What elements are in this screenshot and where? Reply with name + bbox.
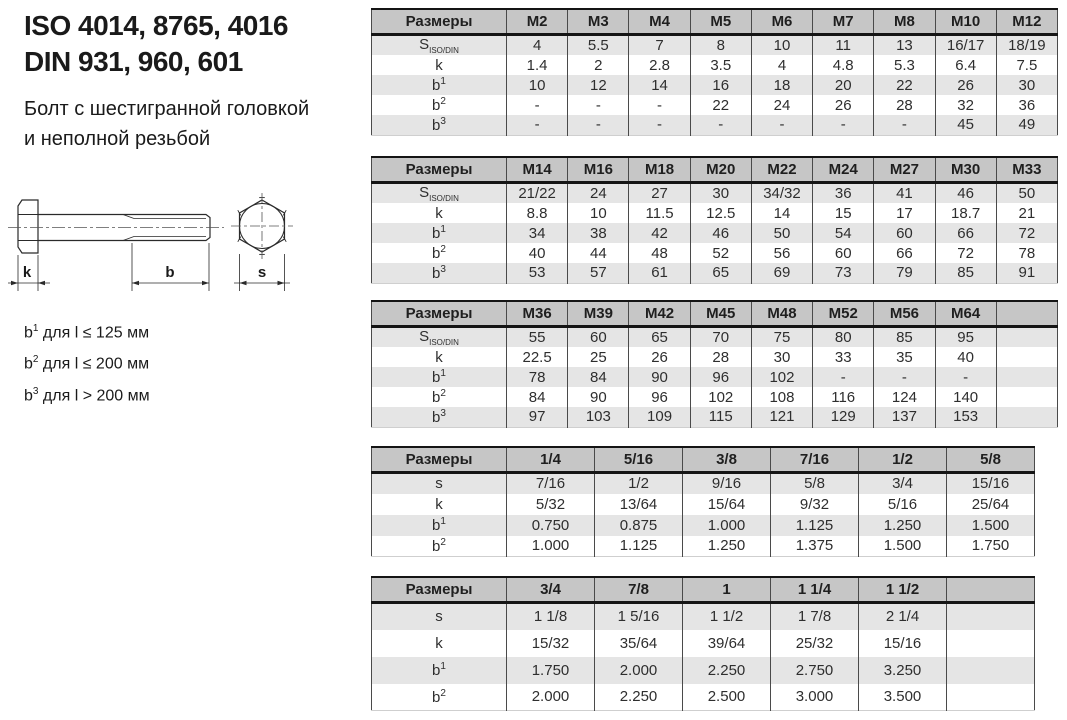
table-cell bbox=[996, 327, 1057, 348]
table-cell: 36 bbox=[813, 183, 874, 204]
column-header: M64 bbox=[935, 301, 996, 327]
column-header: M6 bbox=[751, 9, 812, 35]
column-header: 1 1/4 bbox=[771, 577, 859, 603]
table-cell: 60 bbox=[568, 327, 629, 348]
table-cell: 73 bbox=[813, 263, 874, 283]
table-cell: 103 bbox=[568, 407, 629, 427]
table-cell: 11.5 bbox=[629, 203, 690, 223]
column-header: M10 bbox=[935, 9, 996, 35]
table-row bbox=[372, 657, 1035, 684]
table-row bbox=[372, 183, 1058, 204]
row-label-header: Размеры bbox=[372, 157, 507, 183]
table-cell: 53 bbox=[507, 263, 568, 283]
table-cell: 56 bbox=[751, 243, 812, 263]
column-header: M52 bbox=[813, 301, 874, 327]
page-title bbox=[24, 8, 288, 80]
column-header: 3/4 bbox=[507, 577, 595, 603]
table-cell: 49 bbox=[996, 115, 1057, 135]
row-label-header: Размеры bbox=[372, 301, 507, 327]
table-cell: 1.375 bbox=[771, 536, 859, 557]
column-header: M39 bbox=[568, 301, 629, 327]
table-cell: - bbox=[507, 115, 568, 135]
header-row bbox=[372, 577, 1035, 603]
table-row bbox=[372, 55, 1058, 75]
table-cell: 20 bbox=[813, 75, 874, 95]
table-cell: 96 bbox=[629, 387, 690, 407]
table-cell: - bbox=[568, 115, 629, 135]
table-cell: 21 bbox=[996, 203, 1057, 223]
table-cell: 1.250 bbox=[859, 515, 947, 536]
table-cell: 153 bbox=[935, 407, 996, 427]
row-label-header: Размеры bbox=[372, 9, 507, 35]
table-cell: 9/16 bbox=[683, 473, 771, 494]
table-cell: 1.750 bbox=[947, 536, 1035, 557]
metric-table-m36-m64 bbox=[371, 300, 1058, 428]
metric-table-m14-m33 bbox=[371, 156, 1058, 284]
table-cell: 6.4 bbox=[935, 55, 996, 75]
table-cell: 13 bbox=[874, 35, 935, 56]
table-cell bbox=[996, 367, 1057, 387]
header-row bbox=[372, 157, 1058, 183]
row-label: $b^3$ bbox=[432, 407, 446, 426]
table-cell: 15/16 bbox=[947, 473, 1035, 494]
table-cell bbox=[947, 657, 1035, 684]
table-cell: 30 bbox=[751, 347, 812, 367]
table-cell: - bbox=[568, 95, 629, 115]
column-header: M7 bbox=[813, 9, 874, 35]
table-row bbox=[372, 603, 1035, 630]
table-cell: 8.8 bbox=[507, 203, 568, 223]
column-header: M14 bbox=[507, 157, 568, 183]
footnotes bbox=[24, 315, 150, 409]
table-cell bbox=[947, 684, 1035, 711]
row-label-header: Размеры bbox=[372, 577, 507, 603]
column-header: M16 bbox=[568, 157, 629, 183]
column-header: M4 bbox=[629, 9, 690, 35]
table-cell: 66 bbox=[874, 243, 935, 263]
column-header: 5/16 bbox=[595, 447, 683, 473]
table-cell: 26 bbox=[813, 95, 874, 115]
table-cell: 124 bbox=[874, 387, 935, 407]
table-cell: - bbox=[629, 115, 690, 135]
table-cell: 33 bbox=[813, 347, 874, 367]
table-cell: - bbox=[813, 367, 874, 387]
column-header: M36 bbox=[507, 301, 568, 327]
table-cell: 12.5 bbox=[690, 203, 751, 223]
table-cell: 40 bbox=[507, 243, 568, 263]
table-cell: 1.125 bbox=[595, 536, 683, 557]
subtitle-line-2: и неполной резьбой bbox=[24, 128, 211, 150]
table-cell: 16 bbox=[690, 75, 751, 95]
table-cell: 25/64 bbox=[947, 494, 1035, 515]
table-cell: 13/64 bbox=[595, 494, 683, 515]
table-cell: 14 bbox=[751, 203, 812, 223]
table-row bbox=[372, 473, 1035, 494]
column-header: M20 bbox=[690, 157, 751, 183]
table-cell: 60 bbox=[813, 243, 874, 263]
table-row bbox=[372, 494, 1035, 515]
column-header: M56 bbox=[874, 301, 935, 327]
row-label: $b^2$ bbox=[432, 536, 446, 555]
table-cell: 91 bbox=[996, 263, 1057, 283]
table-cell: 65 bbox=[690, 263, 751, 283]
table-row bbox=[372, 515, 1035, 536]
table-cell: 3.5 bbox=[690, 55, 751, 75]
table-cell bbox=[996, 407, 1057, 427]
column-header: M24 bbox=[813, 157, 874, 183]
table-cell: 137 bbox=[874, 407, 935, 427]
table-cell: 1 1/8 bbox=[507, 603, 595, 630]
table-cell: 3.000 bbox=[771, 684, 859, 711]
table-cell: 61 bbox=[629, 263, 690, 283]
table-cell bbox=[996, 347, 1057, 367]
table-cell: 3.500 bbox=[859, 684, 947, 711]
table-cell: 95 bbox=[935, 327, 996, 348]
table-row bbox=[372, 35, 1058, 56]
column-header: M30 bbox=[935, 157, 996, 183]
table-cell: 60 bbox=[874, 223, 935, 243]
table-cell: 54 bbox=[813, 223, 874, 243]
table-row bbox=[372, 387, 1058, 407]
table-cell: 26 bbox=[629, 347, 690, 367]
table-cell: 28 bbox=[690, 347, 751, 367]
dimension-label-b: b bbox=[165, 264, 175, 281]
table-cell: - bbox=[813, 115, 874, 135]
table-cell: 22.5 bbox=[507, 347, 568, 367]
column-header: M12 bbox=[996, 9, 1057, 35]
table-row bbox=[372, 243, 1058, 263]
table-cell: 22 bbox=[690, 95, 751, 115]
column-header: 7/16 bbox=[771, 447, 859, 473]
row-label: k bbox=[435, 204, 443, 222]
table-cell: 2.250 bbox=[683, 657, 771, 684]
table-cell: 9/32 bbox=[771, 494, 859, 515]
table-cell: 35/64 bbox=[595, 630, 683, 657]
table-row bbox=[372, 223, 1058, 243]
table-cell: - bbox=[629, 95, 690, 115]
table-cell: 84 bbox=[507, 387, 568, 407]
row-label: $S_{ISO/DIN}$ bbox=[419, 36, 459, 55]
table-cell: 48 bbox=[629, 243, 690, 263]
table-cell: 4 bbox=[507, 35, 568, 56]
table-cell: 78 bbox=[996, 243, 1057, 263]
row-label: $b^2$ bbox=[432, 244, 446, 262]
table-cell: 7 bbox=[629, 35, 690, 56]
table-cell: 5.5 bbox=[568, 35, 629, 56]
row-label: $b^1$ bbox=[432, 368, 446, 386]
table-cell: 2.000 bbox=[595, 657, 683, 684]
table-cell: 17 bbox=[874, 203, 935, 223]
table-cell: 3.250 bbox=[859, 657, 947, 684]
column-header: M5 bbox=[690, 9, 751, 35]
row-label: s bbox=[435, 475, 443, 493]
column-header: M27 bbox=[874, 157, 935, 183]
table-cell: 57 bbox=[568, 263, 629, 283]
table-cell: 7.5 bbox=[996, 55, 1057, 75]
table-cell: 1.4 bbox=[507, 55, 568, 75]
table-cell: 5.3 bbox=[874, 55, 935, 75]
table-cell: 102 bbox=[690, 387, 751, 407]
table-cell: 70 bbox=[690, 327, 751, 348]
footnote-b3: $b^3$ для l > 200 мм bbox=[24, 385, 150, 404]
table-cell: 72 bbox=[935, 243, 996, 263]
table-cell: 10 bbox=[507, 75, 568, 95]
bolt-technical-drawing bbox=[0, 180, 330, 310]
table-cell: - bbox=[690, 115, 751, 135]
table-cell: 45 bbox=[935, 115, 996, 135]
table-cell: 2 1/4 bbox=[859, 603, 947, 630]
table-cell: 39/64 bbox=[683, 630, 771, 657]
table-row bbox=[372, 75, 1058, 95]
table-cell: 24 bbox=[568, 183, 629, 204]
table-cell: 102 bbox=[751, 367, 812, 387]
table-cell: 0.875 bbox=[595, 515, 683, 536]
page-title-iso: ISO 4014, 8765, 4016 bbox=[24, 10, 288, 41]
column-header: M22 bbox=[751, 157, 812, 183]
table-row bbox=[372, 327, 1058, 348]
table-cell: 1/2 bbox=[595, 473, 683, 494]
column-header: M3 bbox=[568, 9, 629, 35]
table-cell: 34/32 bbox=[751, 183, 812, 204]
table-cell: 108 bbox=[751, 387, 812, 407]
header-row bbox=[372, 9, 1058, 35]
table-cell: 32 bbox=[935, 95, 996, 115]
table-cell: 30 bbox=[690, 183, 751, 204]
row-label: $b^1$ bbox=[432, 661, 446, 679]
table-cell: - bbox=[751, 115, 812, 135]
dimension-label-s: s bbox=[257, 264, 267, 281]
column-header: M18 bbox=[629, 157, 690, 183]
row-label: $b^2$ bbox=[432, 388, 446, 406]
table-cell: 22 bbox=[874, 75, 935, 95]
table-cell: 38 bbox=[568, 223, 629, 243]
column-header: M33 bbox=[996, 157, 1057, 183]
row-label: $b^3$ bbox=[432, 263, 446, 282]
table-row bbox=[372, 263, 1058, 283]
inch-table-3-4-to-1-1-2 bbox=[371, 576, 1035, 711]
column-header bbox=[947, 577, 1035, 603]
table-cell: 55 bbox=[507, 327, 568, 348]
table-cell: 12 bbox=[568, 75, 629, 95]
metric-table-m2-m12 bbox=[371, 8, 1058, 136]
column-header: M42 bbox=[629, 301, 690, 327]
header-row bbox=[372, 301, 1058, 327]
column-header: 5/8 bbox=[947, 447, 1035, 473]
table-cell: 65 bbox=[629, 327, 690, 348]
table-cell: 0.750 bbox=[507, 515, 595, 536]
table-cell: 2.000 bbox=[507, 684, 595, 711]
table-row bbox=[372, 347, 1058, 367]
table-cell: 109 bbox=[629, 407, 690, 427]
table-cell: 25/32 bbox=[771, 630, 859, 657]
table-cell: 26 bbox=[935, 75, 996, 95]
table-cell: 1 1/2 bbox=[683, 603, 771, 630]
table-cell: 90 bbox=[629, 367, 690, 387]
table-cell: 28 bbox=[874, 95, 935, 115]
table-cell: 46 bbox=[690, 223, 751, 243]
table-cell: 2.250 bbox=[595, 684, 683, 711]
row-label: $S_{ISO/DIN}$ bbox=[419, 328, 459, 347]
table-cell: 85 bbox=[935, 263, 996, 283]
table-cell: 2.750 bbox=[771, 657, 859, 684]
column-header: M2 bbox=[507, 9, 568, 35]
table-cell: 75 bbox=[751, 327, 812, 348]
table-cell: 140 bbox=[935, 387, 996, 407]
bolt-drawing-svg bbox=[0, 180, 330, 310]
table-cell: 24 bbox=[751, 95, 812, 115]
page-subtitle bbox=[24, 94, 309, 154]
table-cell: 40 bbox=[935, 347, 996, 367]
table-cell: 8 bbox=[690, 35, 751, 56]
table-row bbox=[372, 630, 1035, 657]
table-cell: 18.7 bbox=[935, 203, 996, 223]
table-cell: 15/64 bbox=[683, 494, 771, 515]
column-header: 1/4 bbox=[507, 447, 595, 473]
table-cell: 84 bbox=[568, 367, 629, 387]
table-cell: 15/16 bbox=[859, 630, 947, 657]
table-cell: 129 bbox=[813, 407, 874, 427]
table-row bbox=[372, 684, 1035, 711]
table-cell: 1.250 bbox=[683, 536, 771, 557]
table-cell bbox=[947, 630, 1035, 657]
table-cell: 90 bbox=[568, 387, 629, 407]
column-header: 1/2 bbox=[859, 447, 947, 473]
row-label: $b^2$ bbox=[432, 96, 446, 114]
table-cell: 25 bbox=[568, 347, 629, 367]
table-cell: - bbox=[507, 95, 568, 115]
table-cell: 3/4 bbox=[859, 473, 947, 494]
table-cell: 5/8 bbox=[771, 473, 859, 494]
table-cell: 4.8 bbox=[813, 55, 874, 75]
table-cell: 16/17 bbox=[935, 35, 996, 56]
row-label: k bbox=[435, 634, 443, 652]
table-cell: 66 bbox=[935, 223, 996, 243]
footnote-b2: $b^2$ для l ≤ 200 мм bbox=[24, 354, 150, 373]
table-cell: 1.750 bbox=[507, 657, 595, 684]
row-label: k bbox=[435, 495, 443, 513]
table-cell: 52 bbox=[690, 243, 751, 263]
table-cell: 36 bbox=[996, 95, 1057, 115]
table-cell: 4 bbox=[751, 55, 812, 75]
table-cell: 2 bbox=[568, 55, 629, 75]
table-cell: 46 bbox=[935, 183, 996, 204]
table-cell: 72 bbox=[996, 223, 1057, 243]
table-cell: 1.500 bbox=[859, 536, 947, 557]
column-header: 1 1/2 bbox=[859, 577, 947, 603]
table-cell: 1 7/8 bbox=[771, 603, 859, 630]
table-cell: - bbox=[874, 367, 935, 387]
column-header: 7/8 bbox=[595, 577, 683, 603]
row-label: $b^3$ bbox=[432, 115, 446, 134]
row-label-header: Размеры bbox=[372, 447, 507, 473]
table-cell: 1.000 bbox=[683, 515, 771, 536]
dimension-label-k: k bbox=[22, 264, 32, 281]
table-cell: 85 bbox=[874, 327, 935, 348]
table-cell: 2.8 bbox=[629, 55, 690, 75]
column-header: M48 bbox=[751, 301, 812, 327]
table-cell: 15/32 bbox=[507, 630, 595, 657]
table-cell: 18 bbox=[751, 75, 812, 95]
table-row bbox=[372, 115, 1058, 135]
table-cell: 79 bbox=[874, 263, 935, 283]
inch-table-quarter-to-5-8 bbox=[371, 446, 1035, 557]
table-row bbox=[372, 367, 1058, 387]
table-cell: 69 bbox=[751, 263, 812, 283]
table-cell: 11 bbox=[813, 35, 874, 56]
table-cell: 96 bbox=[690, 367, 751, 387]
row-label: $b^1$ bbox=[432, 516, 446, 534]
table-cell: 78 bbox=[507, 367, 568, 387]
column-header: M45 bbox=[690, 301, 751, 327]
table-cell: 2.500 bbox=[683, 684, 771, 711]
table-cell: 50 bbox=[996, 183, 1057, 204]
table-row bbox=[372, 95, 1058, 115]
column-header bbox=[996, 301, 1057, 327]
table-row bbox=[372, 203, 1058, 223]
column-header: M8 bbox=[874, 9, 935, 35]
table-cell bbox=[996, 387, 1057, 407]
table-cell: 10 bbox=[751, 35, 812, 56]
footnote-b1: $b^1$ для l ≤ 125 мм bbox=[24, 323, 150, 342]
table-cell: 44 bbox=[568, 243, 629, 263]
row-label: $S_{ISO/DIN}$ bbox=[419, 184, 459, 203]
row-label: $b^1$ bbox=[432, 224, 446, 242]
table-cell bbox=[947, 603, 1035, 630]
page-title-din: DIN 931, 960, 601 bbox=[24, 46, 243, 77]
subtitle-line-1: Болт с шестигранной головкой bbox=[24, 98, 310, 120]
column-header: 3/8 bbox=[683, 447, 771, 473]
table-cell: 42 bbox=[629, 223, 690, 243]
row-label: $b^1$ bbox=[432, 76, 446, 94]
row-label: k bbox=[435, 56, 443, 74]
table-cell: - bbox=[874, 115, 935, 135]
table-cell: 7/16 bbox=[507, 473, 595, 494]
table-cell: 30 bbox=[996, 75, 1057, 95]
table-cell: 1.000 bbox=[507, 536, 595, 557]
table-cell: 121 bbox=[751, 407, 812, 427]
table-cell: 10 bbox=[568, 203, 629, 223]
table-cell: 1 5/16 bbox=[595, 603, 683, 630]
table-cell: 1.500 bbox=[947, 515, 1035, 536]
header-row bbox=[372, 447, 1035, 473]
table-cell: 5/16 bbox=[859, 494, 947, 515]
table-cell: 5/32 bbox=[507, 494, 595, 515]
table-row bbox=[372, 536, 1035, 557]
table-cell: 15 bbox=[813, 203, 874, 223]
table-cell: 97 bbox=[507, 407, 568, 427]
bolt-side-view bbox=[18, 200, 210, 253]
table-cell: 21/22 bbox=[507, 183, 568, 204]
row-label: k bbox=[435, 348, 443, 366]
table-cell: 116 bbox=[813, 387, 874, 407]
table-row bbox=[372, 407, 1058, 427]
table-cell: 41 bbox=[874, 183, 935, 204]
table-cell: 27 bbox=[629, 183, 690, 204]
table-cell: 80 bbox=[813, 327, 874, 348]
table-cell: 35 bbox=[874, 347, 935, 367]
column-header: 1 bbox=[683, 577, 771, 603]
table-cell: 18/19 bbox=[996, 35, 1057, 56]
row-label: s bbox=[435, 608, 443, 626]
table-cell: 50 bbox=[751, 223, 812, 243]
table-cell: - bbox=[935, 367, 996, 387]
table-cell: 1.125 bbox=[771, 515, 859, 536]
row-label: $b^2$ bbox=[432, 687, 446, 706]
table-cell: 34 bbox=[507, 223, 568, 243]
table-cell: 14 bbox=[629, 75, 690, 95]
table-cell: 115 bbox=[690, 407, 751, 427]
